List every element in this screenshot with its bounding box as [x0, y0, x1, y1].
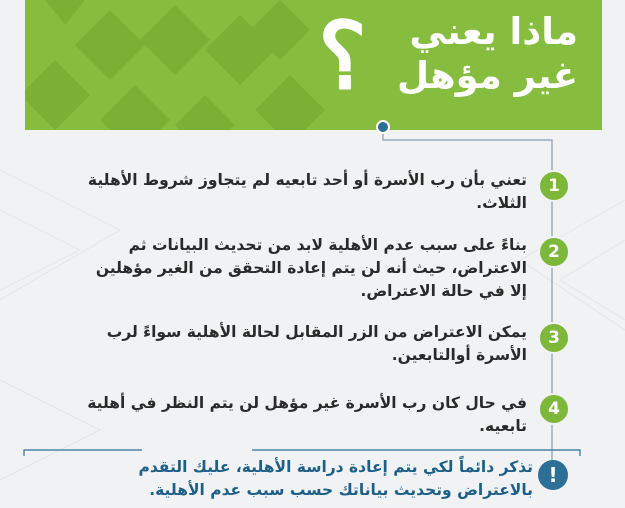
step-number-1: 1 [538, 170, 570, 202]
page-title-line2: غير مؤهل [396, 54, 578, 97]
step-text-3: يمكن الاعتراض من الزر المقابل لحالة الأهلية سواءً لرب الأسرة أوالتابعين. [106, 323, 527, 364]
step-number-2: 2 [538, 236, 570, 268]
step-text-2: بناءً على سبب عدم الأهلية لابد من تحديث البيانات ثم الاعتراض، حيث أنه لن يتم إعادة التحقق من الغير مؤهلين إلا في حالة الاعتراض. [95, 236, 527, 300]
exclamation-icon: ! [538, 460, 568, 490]
step-text-4: في حال كان رب الأسرة غير مؤهل لن يتم النظر في أهلية تابعيه. [87, 394, 527, 435]
step-text-1: تعني بأن رب الأسرة أو أحد تابعيه لم يتجاوز شروط الأهلية الثلاث. [87, 171, 527, 212]
page-title-line1: ماذا يعني [409, 10, 578, 53]
step-number-4: 4 [538, 393, 570, 425]
step-number-3: 3 [538, 322, 570, 354]
reminder-note: تذكر دائماً لكي يتم إعادة دراسة الأهلية، عليك التقدم بالاعتراض وتحديث بياناتك حسب سبب عدم الأهلية. [138, 458, 533, 499]
question-mark-icon: ؟ [318, 2, 367, 110]
